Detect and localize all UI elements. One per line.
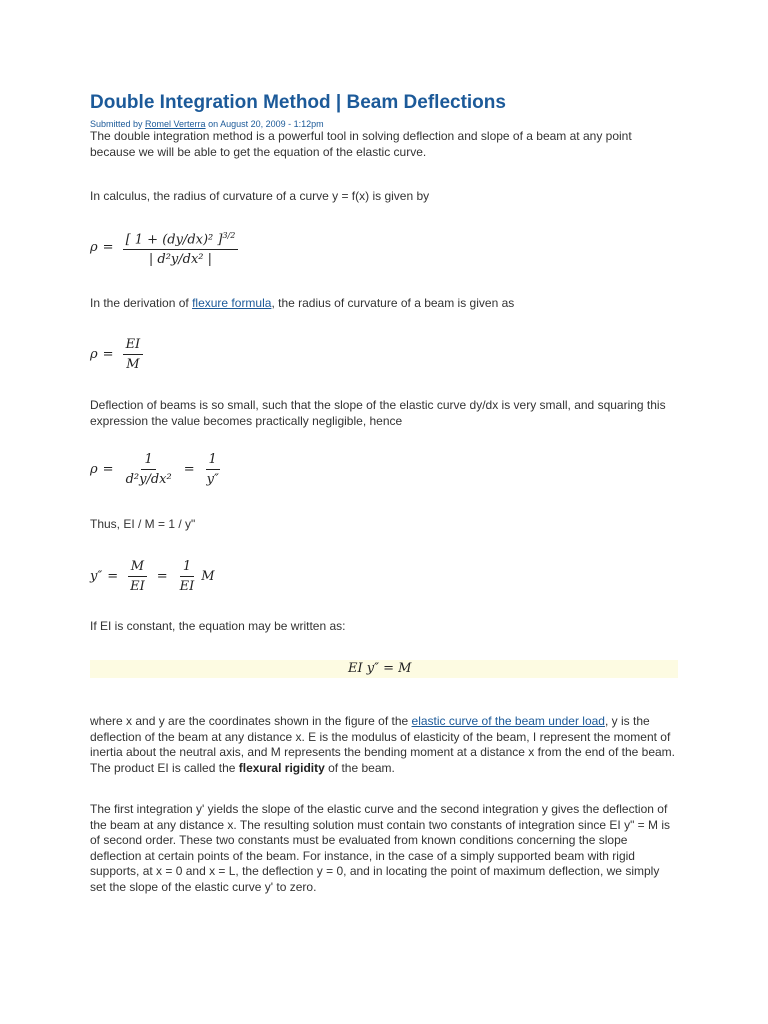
p3-text-before: In the derivation of (90, 296, 193, 310)
intro-paragraph: The double integration method is a powerful tool in solving deflection and slope of a beam at any point because we will be able to get the equation of the elastic curve. (90, 129, 632, 159)
eq3-fraction-2 (204, 452, 222, 487)
p7-text-end: of the beam. (324, 760, 395, 775)
eq2-fraction (123, 337, 144, 372)
highlighted-equation-box (90, 660, 678, 678)
eq4-fraction-2 (177, 559, 198, 594)
author-link[interactable]: Romel Verterra (145, 119, 206, 129)
eq4-lhs: y″ (90, 569, 103, 584)
eq1-fraction (123, 228, 239, 267)
eq3-numerator-1: 1 (141, 452, 155, 470)
coordinates-paragraph (90, 714, 678, 776)
p7-text-after: , y is the deflection of the beam at any distance x. E is the modulus of elasticity of the beam, I represent the moment of inertia about the neutral axis, and M represents the bending moment at a distance x from the end of the beam. The product EI is called the (90, 714, 676, 775)
p7-text-before: where x and y are the coordinates shown in the figure of the (90, 714, 412, 728)
equation-y-double-prime (90, 559, 215, 594)
eq4-fraction-1 (127, 559, 148, 594)
flexure-formula-link[interactable]: flexure formula (192, 296, 272, 310)
eq1-numerator-text: [ 1 + (dy/dx)² ] (125, 232, 223, 248)
constant-paragraph: If EI is constant, the equation may be written as: (90, 619, 346, 633)
eq1-numerator (123, 228, 239, 250)
flexural-rigidity-term: flexural rigidity (238, 760, 325, 775)
equation-rho-simplified (90, 452, 226, 487)
eq2-numerator: EI (123, 337, 144, 355)
calculus-paragraph: In calculus, the radius of curvature of a curve y = f(x) is given by (90, 189, 430, 203)
eq3-lhs: ρ (90, 462, 98, 477)
eq3-equals-2: = (183, 462, 195, 477)
eq4-denominator-2: EI (179, 579, 195, 594)
eq1-exponent: 3/2 (222, 231, 236, 240)
eq4-numerator-2: 1 (180, 559, 194, 577)
flexure-paragraph (90, 296, 678, 312)
equation-rho-ei-m (90, 337, 147, 372)
eq2-lhs: ρ (90, 347, 98, 362)
elastic-curve-link[interactable]: elastic curve of the beam under load (411, 714, 605, 728)
thus-paragraph: Thus, EI / M = 1 / y" (90, 517, 196, 531)
eq3-numerator-2: 1 (206, 452, 220, 470)
eq1-denominator: | d²y/dx² | (148, 252, 213, 268)
eq4-tail: M (201, 569, 215, 584)
meta-date: on August 20, 2009 - 1:12pm (205, 119, 324, 129)
eq4-equals-2: = (156, 569, 168, 584)
eq1-equals: = (102, 240, 114, 256)
p3-text-after: , the radius of curvature of a beam is given as (271, 296, 515, 310)
eq3-denominator-2: y″ (206, 472, 219, 487)
eq4-denominator-1: EI (130, 579, 145, 594)
meta-prefix: Submitted by (90, 119, 146, 129)
eq3-fraction-1 (123, 452, 175, 487)
eq2-denominator: M (126, 357, 140, 372)
equation-radius-curvature (90, 228, 242, 267)
page-title: Double Integration Method | Beam Deflections (90, 92, 506, 113)
eq4-numerator-1: M (128, 559, 147, 577)
eq1-lhs: ρ (90, 240, 98, 256)
integration-paragraph: The first integration y' yields the slope of the elastic curve and the second integration y gives the deflection of the beam at any distance x. The resulting solution must contain two constants of integration since EI y" = M is of second order. These two constants must be evaluated from known conditions concerning the slope deflection at certain points of the beam. For instance, in the case of a simply supported beam with rigid supports, at x = 0 and x = L, the deflection y = 0, and in locating the point of maximum deflection, we simply set the slope of the elastic curve y' to zero. (90, 802, 671, 894)
deflection-paragraph: Deflection of beams is so small, such that the slope of the elastic curve dy/dx is very small, and squaring this expression the value becomes practically negligible, hence (90, 398, 666, 428)
eq2-equals: = (102, 347, 114, 362)
eq3-equals: = (102, 462, 114, 477)
eq4-equals: = (107, 569, 119, 584)
eq3-denominator-1: d²y/dx² (125, 472, 172, 487)
equation-ei-y-m: EI y″ = M (348, 661, 412, 676)
